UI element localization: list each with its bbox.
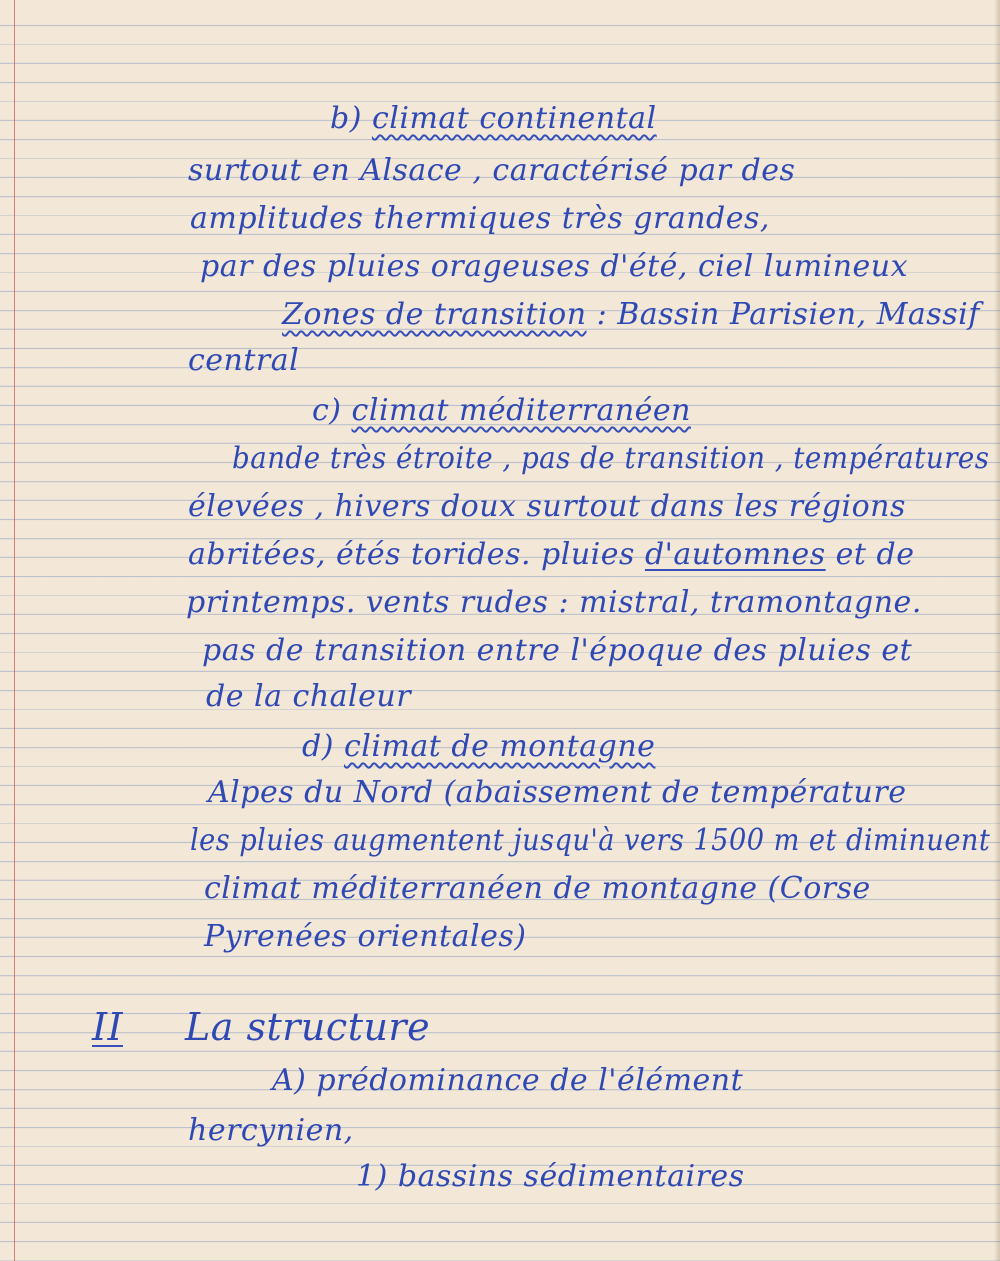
line-13: de la chaleur (206, 679, 412, 714)
line-9: élevées , hivers doux surtout dans les régions (188, 489, 906, 524)
subheading: Zones de transition (282, 297, 587, 332)
line-7 (312, 394, 691, 428)
section-heading: climat de montagne (343, 729, 656, 764)
line-15: Alpes du Nord (abaissement de température (208, 775, 907, 810)
margin-line (14, 0, 15, 1261)
line-text: : Bassin Parisien, Massif (586, 297, 980, 332)
line-8: bande très étroite , pas de transition , températures (232, 441, 990, 476)
line-19 (92, 1005, 431, 1049)
line-1 (330, 102, 657, 136)
underlined-word: d'automnes (644, 537, 826, 572)
part-heading: La structure (185, 1005, 431, 1049)
section-letter: b) (330, 101, 372, 136)
line-20: A) prédominance de l'élément (272, 1063, 744, 1098)
section-heading: climat méditerranéen (351, 393, 691, 428)
section-heading: climat continental (371, 101, 657, 136)
page-edge (994, 0, 1000, 1261)
line-3: amplitudes thermiques très grandes, (190, 201, 770, 236)
line-11: printemps. vents rudes : mistral, tramontagne. (186, 585, 922, 620)
line-17: climat méditerranéen de montagne (Corse (204, 871, 871, 906)
roman-numeral: II (92, 1005, 124, 1049)
line-10 (188, 538, 914, 572)
line-12: pas de transition entre l'époque des pluies et (202, 633, 913, 668)
line-2: surtout en Alsace , caractérisé par des (188, 153, 796, 188)
section-letter: c) (312, 393, 352, 428)
line-21: hercynien, (188, 1113, 354, 1148)
line-16: les pluies augmentent jusqu'à vers 1500 m et diminuent (190, 823, 991, 858)
line-14 (302, 730, 655, 764)
line-text: abritées, étés torides. pluies (188, 537, 645, 572)
line-4: par des pluies orageuses d'été, ciel lumineux (200, 249, 909, 284)
line-5 (282, 298, 980, 332)
line-22: 1) bassins sédimentaires (356, 1159, 745, 1194)
line-6: central (188, 343, 300, 378)
section-letter: d) (302, 729, 344, 764)
line-18: Pyrenées orientales) (204, 919, 527, 954)
line-text: et de (825, 537, 915, 572)
